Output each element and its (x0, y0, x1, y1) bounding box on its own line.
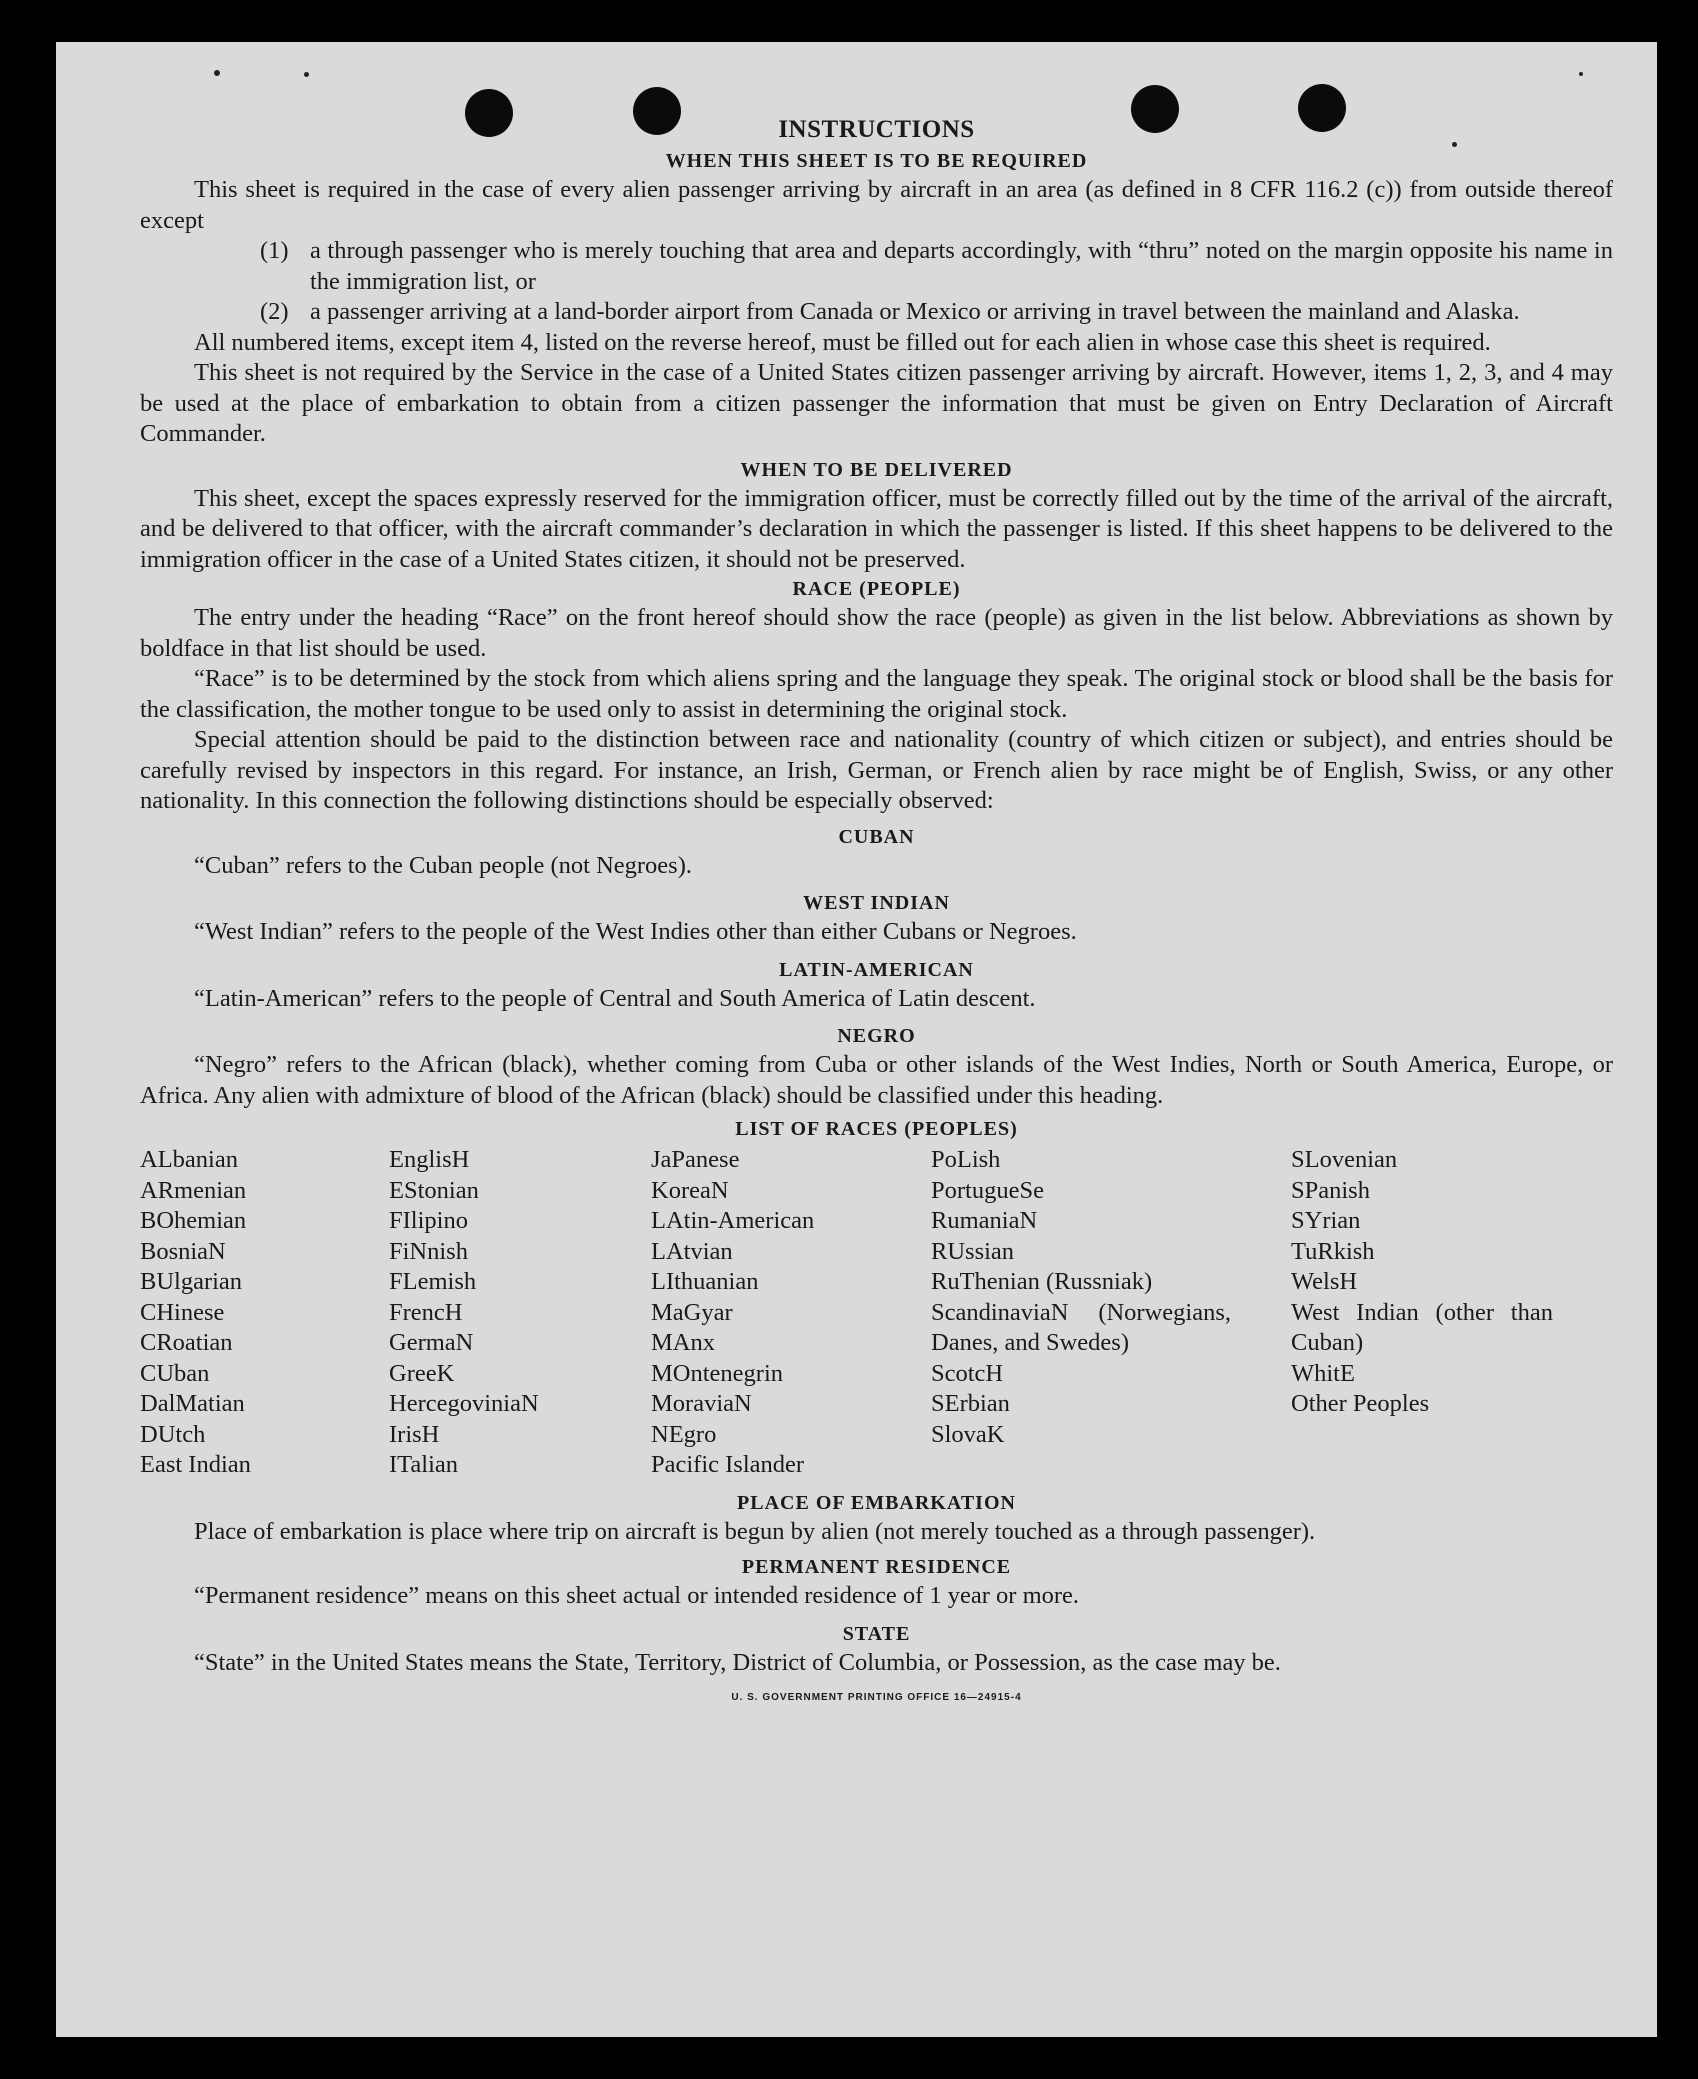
document-sheet (56, 42, 1657, 2037)
list-item: West Indian (other than Cuban) (1291, 1298, 1553, 1356)
list-item: WhitE (1291, 1359, 1355, 1387)
races-column (1291, 1145, 1553, 1481)
list-item: SYrian (1291, 1207, 1361, 1234)
races-column (651, 1145, 931, 1481)
list-item: PoLish (931, 1146, 1001, 1173)
list-item: CRoatian (140, 1329, 233, 1356)
paragraph: “State” in the United States means the State, Territory, District of Columbia, or Possession, as the case may be. (194, 1648, 1281, 1676)
list-item: ALbanian (140, 1146, 238, 1173)
list-item: CUban (140, 1359, 210, 1387)
paragraph: “Permanent residence” means on this sheet actual or intended residence of 1 year or more. (194, 1582, 1080, 1609)
list-item: RUssian (931, 1237, 1015, 1265)
list-item: BOhemian (140, 1207, 247, 1234)
list-item: FIlipino (389, 1207, 468, 1234)
paragraph: This sheet, except the spaces expressly reserved for the immigration officer, must be correctly filled out by the time of the arrival of the aircraft, and be delivered to that officer, with the aircraft commander’s declaration in which the passenger is listed. If this sheet happens to be delivered to the immigration officer in the case of a United States citizen, it should not be preserved. (140, 484, 1613, 573)
list-item: MaGyar (651, 1298, 733, 1326)
list-item: MoraviaN (651, 1390, 752, 1417)
list-item: SLovenian (1291, 1146, 1398, 1173)
paragraph: “Race” is to be determined by the stock from which aliens spring and the language they speak. The original stock or blood shall be the basis for the classification, the mother tongue to be used only to assist in determining the original stock. (140, 665, 1613, 723)
races-list (140, 1145, 1613, 1481)
list-item: SErbian (931, 1390, 1010, 1417)
speck (304, 72, 309, 77)
list-item: ITalian (389, 1451, 459, 1478)
list-item: FrencH (389, 1298, 463, 1326)
list-item: NEgro (651, 1420, 717, 1448)
list-item: HercegoviniaN (389, 1390, 539, 1417)
speck (1579, 72, 1583, 76)
list-item: SlovaK (931, 1420, 1005, 1448)
paragraph: “Cuban” refers to the Cuban people (not Negroes). (194, 851, 692, 879)
list-item: ScandinaviaN (Norwegians, Danes, and Swedes) (931, 1298, 1231, 1356)
item-number: (2) (260, 298, 289, 325)
list-item: RuThenian (Russniak) (931, 1268, 1153, 1295)
list-item: Other Peoples (1291, 1390, 1430, 1417)
heading-residence: PERMANENT RESIDENCE (741, 1556, 1012, 1578)
heading-cuban: CUBAN (838, 825, 915, 848)
list-item: FLemish (389, 1268, 477, 1295)
printer-imprint: U. S. GOVERNMENT PRINTING OFFICE 16—24915-4 (731, 1692, 1022, 1703)
speck (214, 70, 220, 76)
list-item: GreeK (389, 1359, 455, 1387)
paragraph: All numbered items, except item 4, listed on the reverse hereof, must be filled out for each alien in whose case this sheet is required. (194, 328, 1491, 356)
heading-negro: NEGRO (837, 1025, 916, 1047)
paragraph: This sheet is not required by the Service in the case of a United States citizen passenger arriving by aircraft. However, items 1, 2, 3, and 4 may be used at the place of embarkation to obtain from a citizen passenger the information that must be given on Entry Declaration of Aircraft Commander. (140, 359, 1613, 447)
list-item: TuRkish (1291, 1237, 1375, 1265)
list-item: ScotcH (931, 1359, 1004, 1387)
paragraph: “Latin-American” refers to the people of Central and South America of Latin descent. (194, 984, 1036, 1012)
page-title: INSTRUCTIONS (778, 116, 975, 143)
heading-race: RACE (PEOPLE) (792, 578, 961, 600)
heading-when-delivered: WHEN TO BE DELIVERED (740, 458, 1013, 481)
races-column (140, 1145, 389, 1481)
heading-list-of-races: LIST OF RACES (PEOPLES) (735, 1118, 1018, 1140)
heading-embarkation: PLACE OF EMBARKATION (737, 1491, 1016, 1514)
heading-when-required: WHEN THIS SHEET IS TO BE REQUIRED (665, 150, 1088, 172)
list-item: MAnx (651, 1329, 715, 1356)
numbered-item (140, 297, 1613, 328)
list-item: ARmenian (140, 1176, 247, 1204)
list-item: WelsH (1291, 1268, 1358, 1295)
document-content (140, 112, 1613, 1703)
list-item: IrisH (389, 1420, 440, 1448)
paragraph: “Negro” refers to the African (black), whether coming from Cuba or other islands of the West Indies, North or South America, Europe, or Africa. Any alien with admixture of blood of the African (black) should be classified under this heading. (140, 1051, 1613, 1109)
list-item: Pacific Islander (651, 1451, 805, 1478)
list-item: MOntenegrin (651, 1359, 783, 1387)
list-item: RumaniaN (931, 1207, 1038, 1234)
list-item: PortugueSe (931, 1176, 1044, 1204)
list-item: GermaN (389, 1329, 474, 1356)
item-text: a through passenger who is merely touching that area and departs accordingly, with “thru” noted on the margin opposite his name in the immigration list, or (310, 237, 1613, 295)
list-item: JaPanese (651, 1146, 740, 1173)
paragraph: The entry under the heading “Race” on the front hereof should show the race (people) as given in the list below. Abbreviations as shown by boldface in that list should be used. (140, 604, 1613, 662)
paragraph: Special attention should be paid to the distinction between race and nationality (country of which citizen or subject), and entries should be carefully revised by inspectors in this regard. For instance, an Irish, German, or French alien by race might be of English, Swiss, or any other nationality. In this connection the following distinctions should be especially observed: (140, 726, 1613, 814)
item-text: a passenger arriving at a land-border airport from Canada or Mexico or arriving in travel between the mainland and Alaska. (310, 298, 1520, 325)
list-item: LAtvian (651, 1237, 733, 1265)
item-number: (1) (260, 237, 289, 264)
list-item: EnglisH (389, 1146, 470, 1173)
heading-state: STATE (842, 1622, 911, 1645)
list-item: BUlgarian (140, 1268, 243, 1295)
list-item: DUtch (140, 1420, 206, 1448)
list-item: LIthuanian (651, 1268, 759, 1295)
list-item: DalMatian (140, 1390, 245, 1417)
races-column (931, 1145, 1231, 1481)
list-item: EStonian (389, 1176, 479, 1204)
list-item: FiNnish (389, 1237, 468, 1265)
list-item: BosniaN (140, 1237, 226, 1265)
races-column (389, 1145, 651, 1481)
heading-latin-american: LATIN-AMERICAN (779, 958, 974, 981)
list-item: SPanish (1291, 1176, 1370, 1204)
paragraph: Place of embarkation is place where trip on aircraft is begun by alien (not merely touched as a through passenger). (194, 1517, 1316, 1545)
list-item: LAtin-American (651, 1207, 815, 1234)
paragraph: This sheet is required in the case of every alien passenger arriving by aircraft in an area (as defined in 8 CFR 116.2 (c)) from outside thereof except (140, 176, 1613, 234)
heading-west-indian: WEST INDIAN (803, 892, 950, 914)
paragraph: “West Indian” refers to the people of the West Indies other than either Cubans or Negroes. (194, 918, 1077, 945)
list-item: East Indian (140, 1451, 251, 1478)
list-item: CHinese (140, 1298, 225, 1326)
list-item: KoreaN (651, 1176, 729, 1204)
numbered-item (140, 236, 1613, 297)
